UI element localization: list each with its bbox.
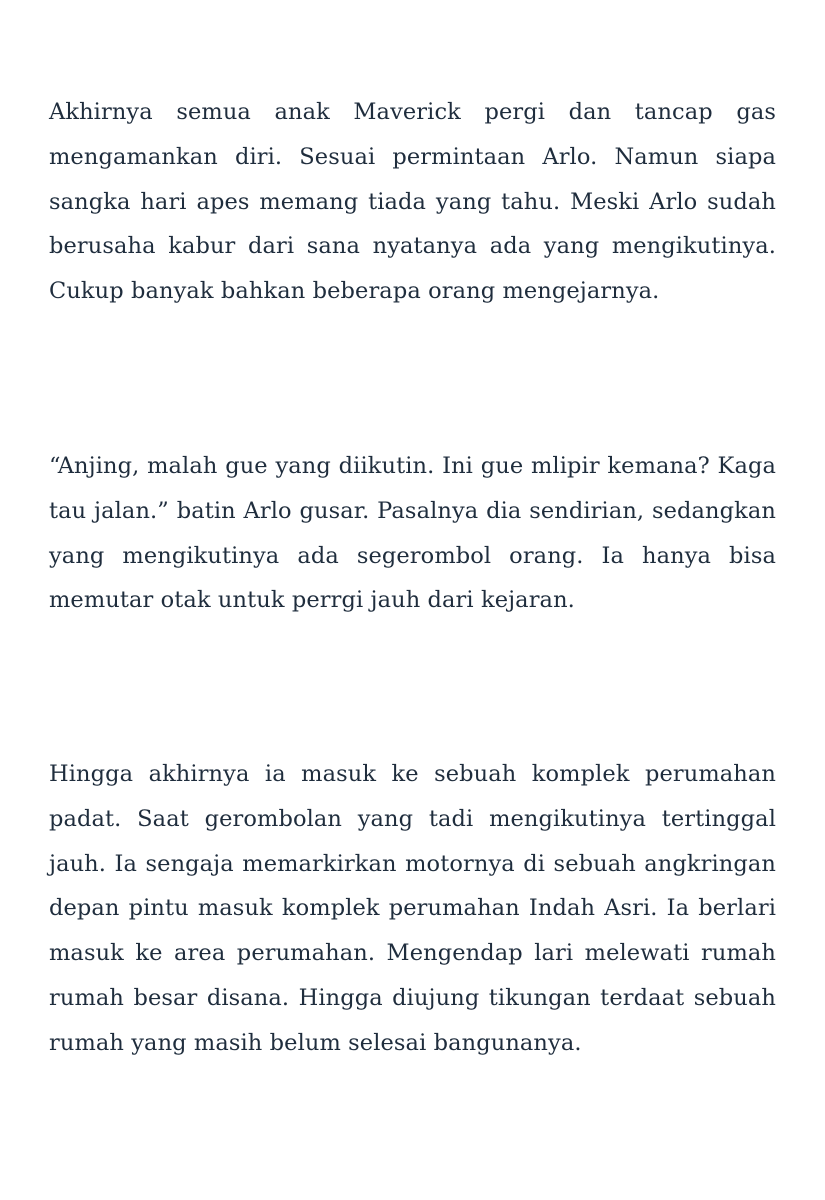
story-paragraph-1: Akhirnya semua anak Maverick pergi dan tancap gas mengamankan diri. Sesuai permintaan Arlo. Namun siapa sangka hari apes memang tiada yang tahu. Meski Arlo sudah berusaha kabur dari sana nyatanya ada yang mengikutinya. Cukup banyak bahkan beberapa orang mengejarnya. [49,99,776,305]
story-paragraph-2: “Anjing, malah gue yang diikutin. Ini gue mlipir kemana? Kaga tau jalan.” batin Arlo gusar. Pasalnya dia sendirian, sedangkan yang mengikutinya ada segerombol orang. Ia hanya bisa memutar otak untuk perrgi jauh dari kejaran. [49,453,776,614]
story-paragraph-3: Hingga akhirnya ia masuk ke sebuah komplek perumahan padat. Saat gerombolan yang tadi mengikutinya tertinggal jauh. Ia sengaja memarkirkan motornya di sebuah angkringan depan pintu masuk komplek perumahan Indah Asri. Ia berlari masuk ke area perumahan. Mengendap lari melewati rumah rumah besar disana. Hingga diujung tikungan terdaat sebuah rumah yang masih belum selesai bangunanya. [49,761,776,1056]
